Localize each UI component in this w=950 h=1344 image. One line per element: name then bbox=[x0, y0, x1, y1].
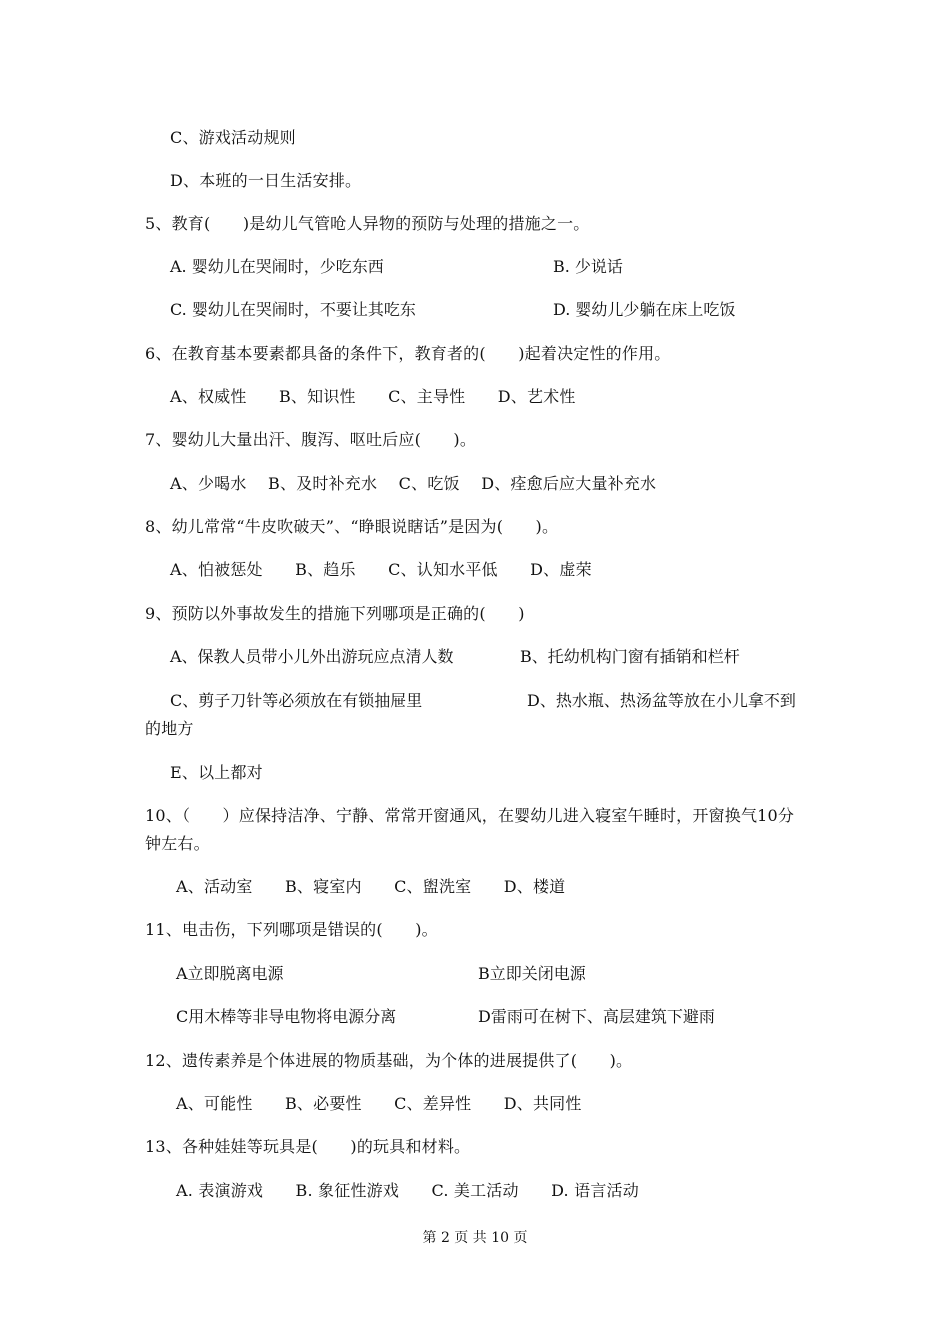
options-6: A、权威性 B、知识性 C、主导性 D、艺术性 bbox=[170, 387, 576, 406]
options-7: A、少喝水 B、及时补充水 C、吃饭 D、痊愈后应大量补充水 bbox=[170, 474, 657, 493]
page-footer: 第 2 页 共 10 页 bbox=[422, 1230, 528, 1246]
question-5: 5、教育( )是幼儿气管呛人异物的预防与处理的措施之一。 bbox=[145, 214, 590, 233]
option-9d: D、热水瓶、热汤盆等放在小儿拿不到 bbox=[527, 691, 796, 710]
question-12: 12、遗传素养是个体进展的物质基础，为个体的进展提供了( )。 bbox=[145, 1051, 633, 1070]
question-10-continued: 钟左右。 bbox=[145, 834, 210, 853]
option-11a: A立即脱离电源 bbox=[176, 964, 284, 983]
option-11c: C用木棒等非导电物将电源分离 bbox=[176, 1007, 397, 1026]
option-line: C、游戏活动规则 bbox=[170, 128, 296, 147]
option-9e: E、以上都对 bbox=[170, 763, 263, 782]
question-13: 13、各种娃娃等玩具是( )的玩具和材料。 bbox=[145, 1137, 471, 1156]
option-5b: B. 少说话 bbox=[553, 257, 623, 276]
option-5c: C. 婴幼儿在哭闹时，不要让其吃东 bbox=[170, 300, 416, 319]
option-5a: A. 婴幼儿在哭闹时，少吃东西 bbox=[170, 257, 384, 276]
option-line: D、本班的一日生活安排。 bbox=[170, 171, 362, 190]
options-10: A、活动室 B、寝室内 C、盥洗室 D、楼道 bbox=[176, 877, 566, 896]
option-11d: D雷雨可在树下、高层建筑下避雨 bbox=[478, 1007, 715, 1026]
question-10: 10、（ ）应保持洁净、宁静、常常开窗通风，在婴幼儿进入寝室午睡时，开窗换气10分 bbox=[145, 806, 795, 825]
options-13: A. 表演游戏 B. 象征性游戏 C. 美工活动 D. 语言活动 bbox=[176, 1181, 639, 1200]
question-8: 8、幼儿常常“牛皮吹破天”、“睁眼说瞎话”是因为( )。 bbox=[145, 517, 559, 536]
option-9a: A、保教人员带小儿外出游玩应点清人数 bbox=[170, 647, 454, 666]
option-9b: B、托幼机构门窗有插销和栏杆 bbox=[520, 647, 740, 666]
option-9c: C、剪子刀针等必须放在有锁抽屉里 bbox=[170, 691, 423, 710]
question-7: 7、婴幼儿大量出汗、腹泻、呕吐后应( )。 bbox=[145, 430, 477, 449]
question-6: 6、在教育基本要素都具备的条件下，教育者的( )起着决定性的作用。 bbox=[145, 344, 671, 363]
question-11: 11、电击伤，下列哪项是错误的( )。 bbox=[145, 920, 438, 939]
options-8: A、怕被惩处 B、趋乐 C、认知水平低 D、虚荣 bbox=[170, 560, 592, 579]
option-11b: B立即关闭电源 bbox=[478, 964, 586, 983]
question-9: 9、预防以外事故发生的措施下列哪项是正确的( ) bbox=[145, 604, 525, 623]
options-12: A、可能性 B、必要性 C、差异性 D、共同性 bbox=[176, 1094, 582, 1113]
option-9d-continued: 的地方 bbox=[145, 719, 194, 738]
option-5d: D. 婴幼儿少躺在床上吃饭 bbox=[553, 300, 736, 319]
